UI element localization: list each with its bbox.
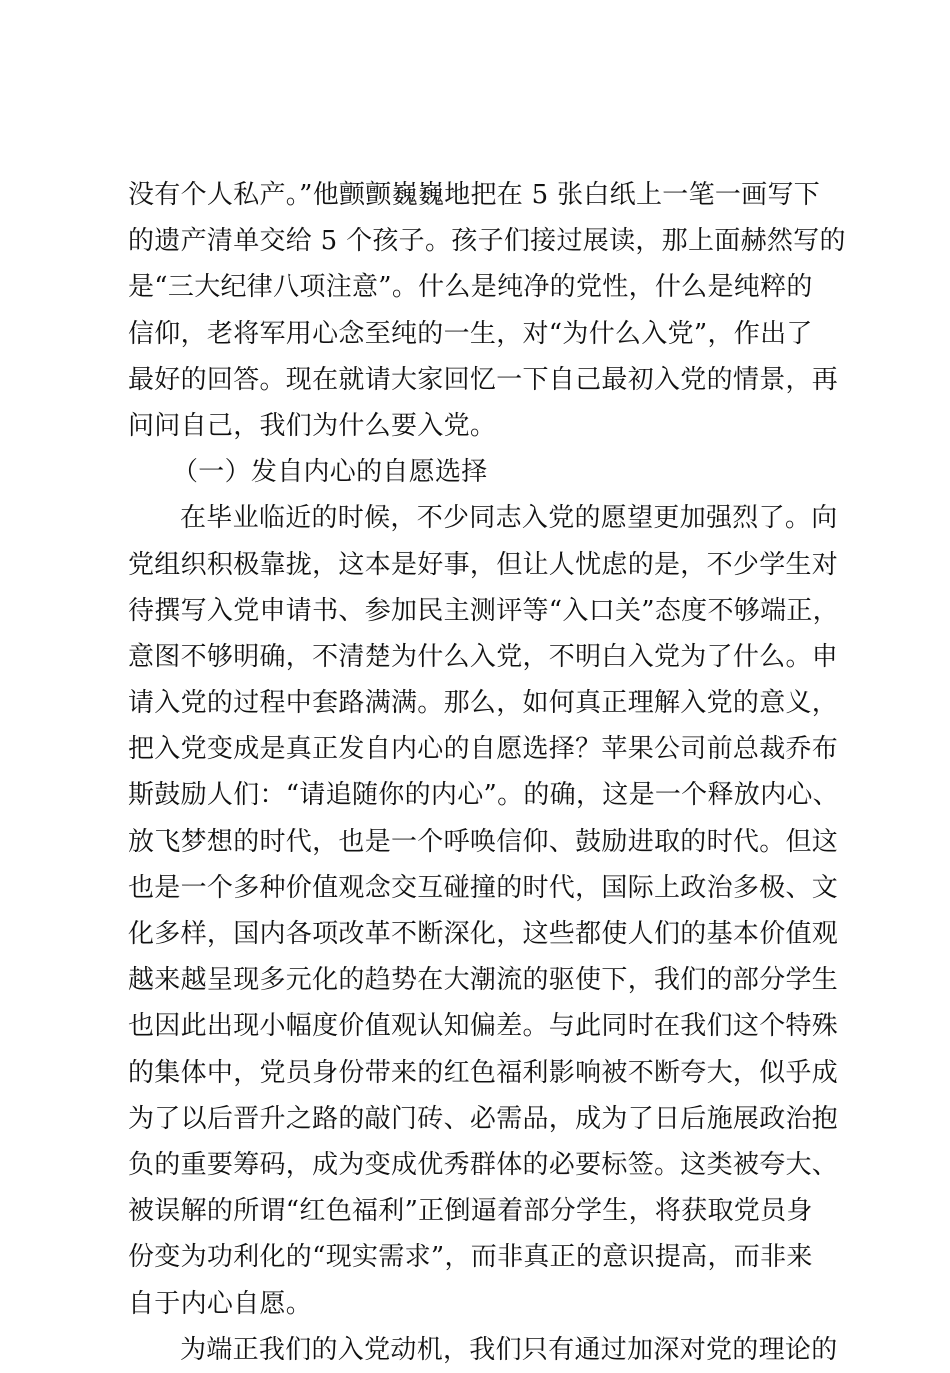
- section-heading-text: （一）发自内心的自愿选择: [172, 457, 488, 488]
- paragraph-continuation: [128, 172, 848, 449]
- text-line: 待撰写入党申请书、参加民主测评等“入口关”态度不够端正，: [128, 595, 839, 626]
- text-line: 越来越呈现多元化的趋势在大潮流的驱使下，我们的部分学生: [128, 965, 839, 996]
- text-line: 份变为功利化的“现实需求”，而非真正的意识提高，而非来: [128, 1242, 813, 1273]
- text-line: 意图不够明确，不清楚为什么入党，不明白入党为了什么。申: [128, 641, 839, 672]
- text-line: 把入党变成是真正发自内心的自愿选择？苹果公司前总裁乔布: [128, 734, 839, 765]
- text-line: 党组织积极靠拢，这本是好事，但让人忧虑的是，不少学生对: [128, 549, 839, 580]
- text-line: 化多样，国内各项改革不断深化，这些都使人们的基本价值观: [128, 919, 839, 949]
- text-line: 请入党的过程中套路满满。那么，如何真正理解入党的意义，: [128, 688, 839, 719]
- text-line: 信仰，老将军用心念至纯的一生，对“为什么入党”，作出了: [128, 318, 813, 349]
- text-line: 斯鼓励人们：“请追随你的内心”。的确，这是一个释放内心、: [128, 780, 839, 811]
- text-line: 自于内心自愿。: [128, 1288, 313, 1319]
- text-line: 问问自己，我们为什么要入党。: [128, 410, 497, 441]
- paragraph: [128, 1327, 848, 1373]
- paragraph: [128, 495, 848, 1326]
- text-line: 最好的回答。现在就请大家回忆一下自己最初入党的情景，再: [128, 364, 839, 395]
- text-line: 负的重要筹码，成为变成优秀群体的必要标签。这类被夸大、: [128, 1149, 839, 1180]
- section-heading: [128, 449, 848, 495]
- text-line: 为端正我们的入党动机，我们只有通过加深对党的理论的: [180, 1334, 838, 1365]
- text-line: 是“三大纪律八项注意”。什么是纯净的党性，什么是纯粹的: [128, 272, 813, 303]
- text-line: 也是一个多种价值观念交互碰撞的时代，国际上政治多极、文: [128, 872, 839, 903]
- text-line: 在毕业临近的时候，不少同志入党的愿望更加强烈了。向: [180, 503, 838, 534]
- text-line: 也因此出现小幅度价值观认知偏差。与此同时在我们这个特殊: [128, 1011, 839, 1042]
- text-line: 为了以后晋升之路的敲门砖、必需品，成为了日后施展政治抱: [128, 1103, 839, 1134]
- text-line: 放飞梦想的时代，也是一个呼唤信仰、鼓励进取的时代。但这: [128, 826, 839, 857]
- text-line: 的集体中，党员身份带来的红色福利影响被不断夸大，似乎成: [128, 1057, 839, 1088]
- text-line: 被误解的所谓“红色福利”正倒逼着部分学生，将获取党员身: [128, 1196, 813, 1227]
- body-text: [128, 172, 848, 1373]
- text-line: 没有个人私产。”他颤颤巍巍地把在 5 张白纸上一笔一画写下: [128, 180, 821, 210]
- text-line: 的遗产清单交给 5 个孩子。孩子们接过展读，那上面赫然写的: [128, 226, 846, 257]
